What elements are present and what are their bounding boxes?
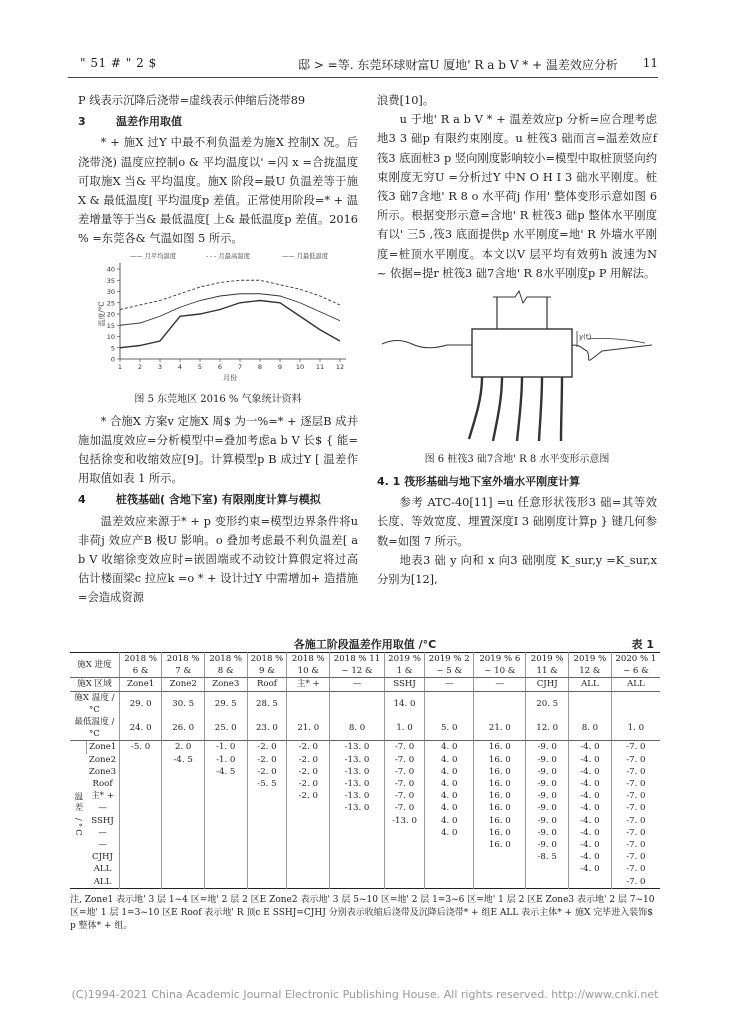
date-header: 2019 % 2 ~ 5 & (425, 653, 474, 678)
table-cell: 5. 0 (425, 716, 474, 741)
paragraph: P 线表示沉降后浇带=虚线表示伸缩后浇带89 (78, 94, 306, 107)
table-cell: 26. 0 (162, 716, 205, 741)
table-title: 各施工阶段温差作用取值 /°C (293, 638, 437, 651)
y-tick-label: 0 (110, 355, 115, 364)
table-cell: -2. 0 (247, 766, 287, 778)
table-cell (330, 863, 385, 875)
table-row (70, 691, 660, 716)
table-cell (474, 863, 526, 875)
table-cell (330, 691, 385, 716)
table-cell (330, 827, 385, 839)
row-label: Roof (92, 779, 113, 790)
basement-box (472, 329, 572, 377)
table-cell (330, 839, 385, 851)
table-cell: -7. 0 (611, 766, 660, 778)
table-cell: 21. 0 (474, 716, 526, 741)
table-cell (526, 863, 569, 875)
table-cell: -4. 0 (569, 754, 612, 766)
date-header: 2018 % 9 & (247, 653, 287, 678)
row-group-label: 温差 /°C (72, 791, 83, 838)
x-tick-label: 3 (157, 362, 163, 371)
table-cell: 4. 0 (425, 815, 474, 827)
table-cell (162, 802, 205, 814)
table-cell (384, 851, 424, 863)
y-tick-label: 25 (106, 298, 115, 307)
table-cell (162, 778, 205, 790)
paragraph: 温差效应来源于* + p 变形约束=模型边界条件将u 非荷j 效应产B 极U 影响。o 叠加考虑最不利负温差[ a b V 收缩徐变效应时=嵌固端或不动铰计算假定将过高估计楼面梁c 拉应k =o * + 设计过Y 中需增加+ 造措施=会造成资源 (78, 514, 358, 605)
page-footer: (C)1994-2021 China Academic Journal Electronic Publishing House. All rights reserved. http://www.cnki.net (71, 988, 659, 1001)
table-cell (330, 876, 385, 889)
table-cell: -7. 0 (611, 876, 660, 889)
row-label: SSHJ (91, 815, 114, 826)
right-column (377, 91, 657, 589)
y-tick-label: 40 (106, 265, 115, 274)
table-cell (384, 863, 424, 875)
table-cell (287, 851, 330, 863)
x-tick-label: 7 (237, 362, 243, 371)
table-row (70, 815, 660, 827)
table-row (70, 790, 660, 802)
table-cell: -8. 5 (526, 851, 569, 863)
x-tick-label: 6 (217, 362, 223, 371)
table-cell (162, 790, 205, 802)
table-cell: -13. 0 (330, 790, 385, 802)
y-tick-label: 5 (110, 343, 115, 352)
table-cell (162, 876, 205, 889)
x-tick-label: 12 (335, 362, 345, 371)
pile (517, 377, 522, 441)
legend-entry: - - - 月最高温度 (206, 252, 250, 260)
table-cell: -4. 0 (569, 778, 612, 790)
temperature-chart (78, 249, 358, 389)
table-cell (204, 851, 247, 863)
figure-6-diagram (377, 289, 657, 449)
x-tick-label: 2 (137, 362, 143, 371)
table-cell: 4. 0 (425, 827, 474, 839)
table-cell (162, 766, 205, 778)
table-cell (425, 876, 474, 889)
table-cell: -7. 0 (384, 754, 424, 766)
table-cell: -7. 0 (611, 851, 660, 863)
table-cell (384, 839, 424, 851)
table-cell: 16. 0 (474, 790, 526, 802)
table-cell (474, 851, 526, 863)
table-cell (119, 876, 162, 889)
table-cell (287, 815, 330, 827)
row-label: — (98, 803, 107, 814)
table-cell: 28. 5 (247, 691, 287, 716)
table-cell: CJHJ (526, 678, 569, 691)
table-cell (425, 839, 474, 851)
y-axis-label: 温度/°C (98, 301, 106, 327)
table-cell: -1. 0 (204, 754, 247, 766)
date-header: 2019 % 11 & (526, 653, 569, 678)
row-label: 施X 温度 /°C (74, 692, 115, 715)
table-cell: -13. 0 (330, 802, 385, 814)
pile (539, 377, 542, 441)
table-cell (569, 691, 612, 716)
table-cell (204, 778, 247, 790)
table-cell (287, 802, 330, 814)
table-cell: -2. 0 (287, 766, 330, 778)
y-tick-label: 30 (106, 287, 115, 296)
table-cell (204, 863, 247, 875)
table-cell: 16. 0 (474, 741, 526, 754)
paragraph: * + 施X 过Y 中最不利负温差为施X 控制X 况。后浇带浇) 温度应控制o & 平均温度以' =闪 x =合拢温度可取施X 当& 平均温度。施X 阶段=最U 负温差等于施X & 最低温度[ 平均温度p 差值。正常使用阶段=* + 温差增量等于当& 最低温度[ 上& 最低温度p 差值。2016 % =东莞各& 气温如图 5 所示。 (78, 136, 358, 246)
table-1 (70, 636, 660, 933)
table-cell: ALL (569, 678, 612, 691)
pile (561, 377, 562, 441)
table-cell (425, 691, 474, 716)
table-cell: 4. 0 (425, 778, 474, 790)
pile (469, 377, 482, 439)
table-header-row (70, 653, 660, 678)
row-label: 主* + (91, 791, 114, 802)
table-cell: -2. 0 (287, 778, 330, 790)
table-cell (204, 815, 247, 827)
table-cell (425, 851, 474, 863)
table-cell (384, 827, 424, 839)
x-tick-label: 9 (277, 362, 283, 371)
row-label: — (98, 827, 107, 838)
table-cell: -9. 0 (526, 802, 569, 814)
row-label: CJHJ (92, 852, 113, 863)
table-cell: -9. 0 (526, 827, 569, 839)
x-tick-label: 4 (177, 362, 183, 371)
table-note: 注, Zone1 表示地' 3 层 1~4 区=地' 2 层 2 区E Zone2 表示地' 3 层 5~10 区=地' 2 层 1=3~6 区=地' 1 层 2 区E Zone3 表示地' 2 层 7~10 区=地' 1 层 1=3~10 区E Roof 表示地' R 顶c E SSHJ=CJHJ 分别表示收缩后浇带及沉降后浇带* + 组E ALL 表示主体* + 施X 完毕进入装饰$ p 整体* + 组。 (70, 894, 655, 931)
table-cell (384, 876, 424, 889)
ground-line-upper (587, 339, 645, 344)
table-cell (162, 839, 205, 851)
table-cell (247, 790, 287, 802)
table-cell: -4. 0 (569, 815, 612, 827)
y-tick-label: 15 (106, 321, 115, 330)
table-cell: — (425, 678, 474, 691)
table-cell: 4. 0 (425, 741, 474, 754)
date-header: 2019 % 6 ~ 10 & (474, 653, 526, 678)
table-cell: 21. 0 (287, 716, 330, 741)
table-cell: 25. 0 (204, 716, 247, 741)
table-cell (330, 851, 385, 863)
table-cell: 16. 0 (474, 839, 526, 851)
table-cell (474, 876, 526, 889)
table-cell: 29. 0 (119, 691, 162, 716)
header-label: 施X 进度 (70, 653, 119, 678)
table-cell (287, 876, 330, 889)
table-cell: -5. 0 (119, 741, 162, 754)
table-cell (611, 691, 660, 716)
table-cell (119, 863, 162, 875)
table-cell (204, 790, 247, 802)
table-cell: 24. 0 (119, 716, 162, 741)
table-cell: -9. 0 (526, 839, 569, 851)
table-cell: 16. 0 (474, 766, 526, 778)
table-cell: 30. 5 (162, 691, 205, 716)
table-cell: -13. 0 (330, 766, 385, 778)
table-cell: -7. 0 (611, 790, 660, 802)
table-row (70, 741, 660, 754)
table-cell (119, 851, 162, 863)
table-cell: -4. 0 (569, 802, 612, 814)
journal-info: " 51 # " 2 $ (80, 56, 157, 70)
x-tick-label: 5 (197, 362, 203, 371)
table-cell (247, 851, 287, 863)
table-cell: -7. 0 (384, 790, 424, 802)
paragraph: * 合施X 方案v 定施X 周$ 为一%=* + 逐层B 成并施加温度效应=分析模型中=叠加考虑a b V 长$ { 能=包括徐变和收缩效应[9]。计算模型p B 成过Y [ 温差作用取值如表 1 所示。 (78, 414, 358, 486)
figure-5-caption: 图 5 东莞地区 2016 % 气象统计资料 (134, 393, 302, 405)
section-heading-4-1: 4. 1 筏形基础与地下室外墙水平刚度计算 (377, 475, 581, 489)
table-row (70, 876, 660, 889)
table-cell: 2. 0 (162, 741, 205, 754)
table-cell (569, 876, 612, 889)
table-cell: -9. 0 (526, 754, 569, 766)
table-cell: -4. 0 (569, 741, 612, 754)
table-cell: 4. 0 (425, 802, 474, 814)
table-cell: 14. 0 (384, 691, 424, 716)
table-cell: — (330, 678, 385, 691)
table-cell: -4. 0 (569, 839, 612, 851)
figure-6-caption: 图 6 桩筏3 础7含地' R 8 水平变形示意图 (424, 454, 610, 466)
table-row (70, 754, 660, 766)
table-cell: -2. 0 (247, 754, 287, 766)
table-cell: -7. 0 (611, 741, 660, 754)
row-label: Zone3 (88, 766, 117, 777)
paragraph: 浪费[10]。 (377, 94, 435, 107)
table-cell: -7. 0 (611, 778, 660, 790)
table-cell (247, 802, 287, 814)
table-cell: -7. 0 (384, 741, 424, 754)
table-cell: -4. 5 (162, 754, 205, 766)
table-cell: -9. 0 (526, 778, 569, 790)
row-label: 最低温度 /°C (70, 716, 119, 741)
date-header: 2019 % 1 & (384, 653, 424, 678)
table-cell: -7. 0 (611, 863, 660, 875)
table-cell: 16. 0 (474, 754, 526, 766)
table-cell: 29. 5 (204, 691, 247, 716)
temperature-table (70, 652, 660, 889)
ground-line (382, 341, 472, 348)
table-cell: -9. 0 (526, 790, 569, 802)
table-cell: 主* + (287, 678, 330, 691)
table-cell: 4. 0 (425, 790, 474, 802)
row-label: Zone1 (86, 741, 119, 754)
table-cell: -9. 0 (526, 815, 569, 827)
table-cell: 16. 0 (474, 827, 526, 839)
table-cell: — (474, 678, 526, 691)
date-header: 2020 % 1 ~ 6 & (611, 653, 660, 678)
table-cell: -4. 0 (569, 766, 612, 778)
row-label: ALL (93, 876, 112, 887)
table-row (70, 839, 660, 851)
table-row (70, 678, 660, 691)
table-cell: SSHJ (384, 678, 424, 691)
table-cell: -13. 0 (330, 778, 385, 790)
running-title: 邸 > =等. 东莞环球财富U 厦地' R a b V * + 温差效应分析 (298, 58, 618, 72)
table-cell: 20. 5 (526, 691, 569, 716)
table-cell (119, 827, 162, 839)
table-cell: -4. 0 (569, 827, 612, 839)
break-line (493, 291, 551, 303)
table-cell: Zone1 (119, 678, 162, 691)
paragraph: 地表3 础 y 向和 x 向3 础刚度 K_sur,y =K_sur,x 分别为[12], (377, 553, 657, 587)
table-cell (204, 839, 247, 851)
paragraph: u 于地' R a b V * + 温差效应p 分析=应合理考虑地3 3 础p 有限约束刚度。u 桩筏3 础而言=温差效应f 筏3 底面桩3 p 竖向刚度影响较小=模型中取桩顶竖向约束刚度无穷U =分析过Y 中N O H I 3 础水平刚度。桩筏3 础7含地' R 8 o 水平荷j 作用' 整体变形示意如图 6 所示。根据变形示意=含地' R 桩筏3 础p 整体水平刚度有以' 三5 ,筏3 底面提供p 水平刚度=地' R 外墙水平刚度=桩顶水平刚度。本文以V 层平均有效剪h 波速为N ~ 依据=提r 桩筏3 础7含地' R 8水平刚度p P 用解法。 (377, 113, 657, 280)
table-cell: -7. 0 (611, 827, 660, 839)
table-row (70, 851, 660, 863)
table-number: 表 1 (631, 638, 654, 651)
table-cell: 4. 0 (425, 766, 474, 778)
displacement-label: y(t) (579, 333, 592, 342)
table-cell: -2. 0 (247, 741, 287, 754)
date-header: 2018 % 10 & (287, 653, 330, 678)
table-cell (119, 790, 162, 802)
page-header (68, 52, 658, 78)
table-cell (119, 815, 162, 827)
row-label: Zone2 (88, 754, 117, 765)
pile-raft-deformation-diagram (377, 289, 657, 449)
table-cell (119, 802, 162, 814)
table-cell: 16. 0 (474, 778, 526, 790)
ground-line-deformed (572, 345, 652, 360)
table-cell: -9. 0 (526, 741, 569, 754)
table-cell (287, 691, 330, 716)
table-cell (204, 827, 247, 839)
table-cell: 1. 0 (611, 716, 660, 741)
table-cell: -7. 0 (611, 815, 660, 827)
table-cell: 16. 0 (474, 802, 526, 814)
table-cell (162, 827, 205, 839)
table-row (70, 827, 660, 839)
table-cell (526, 876, 569, 889)
x-tick-label: 8 (257, 362, 263, 371)
table-cell (119, 766, 162, 778)
table-cell: -13. 0 (330, 741, 385, 754)
table-cell (287, 863, 330, 875)
table-cell (119, 839, 162, 851)
table-row (70, 778, 660, 790)
table-cell (425, 863, 474, 875)
table-cell: 8. 0 (569, 716, 612, 741)
table-cell: 12. 0 (526, 716, 569, 741)
table-cell: -2. 0 (287, 790, 330, 802)
table-cell: -2. 0 (287, 754, 330, 766)
row-label: — (98, 840, 107, 851)
x-axis-label: 月份 (223, 373, 237, 382)
section-heading-3: 3 温差作用取值 (78, 115, 182, 129)
table-cell: -1. 0 (204, 741, 247, 754)
table-cell: -13. 0 (330, 754, 385, 766)
table-cell: -9. 0 (526, 766, 569, 778)
table-cell: 16. 0 (474, 815, 526, 827)
page-number: 11 (642, 56, 658, 70)
table-cell (204, 876, 247, 889)
date-header: 2019 % 12 & (569, 653, 612, 678)
x-tick-label: 10 (295, 362, 305, 371)
table-cell (287, 827, 330, 839)
table-cell: -4. 0 (569, 863, 612, 875)
y-tick-label: 20 (106, 310, 115, 319)
table-cell: 4. 0 (425, 754, 474, 766)
date-header: 2018 % 8 & (204, 653, 247, 678)
table-row (70, 766, 660, 778)
table-cell: -7. 0 (611, 754, 660, 766)
table-cell (119, 778, 162, 790)
table-cell (204, 802, 247, 814)
table-cell (162, 815, 205, 827)
table-cell (287, 839, 330, 851)
x-tick-label: 11 (315, 362, 325, 371)
table-cell (330, 815, 385, 827)
table-title-row (70, 636, 660, 652)
table-cell (247, 876, 287, 889)
table-cell: -7. 0 (384, 766, 424, 778)
y-tick-label: 10 (106, 332, 115, 341)
row-label: 施X 区域 (70, 678, 119, 691)
table-cell: -4. 0 (569, 790, 612, 802)
table-cell: 1. 0 (384, 716, 424, 741)
table-cell: ALL (611, 678, 660, 691)
y-tick-label: 35 (106, 276, 115, 285)
table-cell: -5. 5 (247, 778, 287, 790)
row-label: ALL (93, 864, 112, 875)
table-row (70, 802, 660, 814)
section-heading-4: 4 桩筏基础( 含地下室) 有限刚度计算与模拟 (78, 493, 321, 507)
date-header: 2018 % 6 & (119, 653, 162, 678)
table-cell: -7. 0 (611, 839, 660, 851)
table-cell: -7. 0 (384, 778, 424, 790)
table-cell: Zone3 (204, 678, 247, 691)
table-cell: -7. 0 (384, 802, 424, 814)
table-cell: -4. 5 (204, 766, 247, 778)
pile (493, 377, 502, 441)
table-cell: 23. 0 (247, 716, 287, 741)
date-header: 2018 % 7 & (162, 653, 205, 678)
table-cell: Roof (247, 678, 287, 691)
table-cell (247, 827, 287, 839)
figure-5-chart (78, 249, 358, 389)
table-cell: -7. 0 (611, 802, 660, 814)
table-cell: -4. 0 (569, 851, 612, 863)
x-tick-label: 1 (117, 362, 123, 371)
table-cell (247, 815, 287, 827)
table-cell (247, 839, 287, 851)
table-cell (247, 863, 287, 875)
legend-entry: —— 月平均温度 (130, 252, 177, 260)
table-cell (162, 851, 205, 863)
paragraph: 参考 ATC-40[11] =u 任意形状筏形3 础=其等效长度、等效宽度、埋置深度I 3 础刚度计算p } 键几何参数=如图 7 所示。 (377, 496, 657, 548)
table-cell: Zone2 (162, 678, 205, 691)
table-cell (119, 754, 162, 766)
series-line-min (120, 300, 340, 347)
table-cell (162, 863, 205, 875)
table-cell (474, 691, 526, 716)
table-cell: 8. 0 (330, 716, 385, 741)
left-column (78, 91, 358, 608)
table-row (70, 863, 660, 875)
table-cell: -2. 0 (287, 741, 330, 754)
table-cell: -13. 0 (384, 815, 424, 827)
date-header: 2018 % 11 ~ 12 & (330, 653, 385, 678)
legend-entry: —— 月最低温度 (282, 252, 329, 260)
table-row (70, 716, 660, 741)
